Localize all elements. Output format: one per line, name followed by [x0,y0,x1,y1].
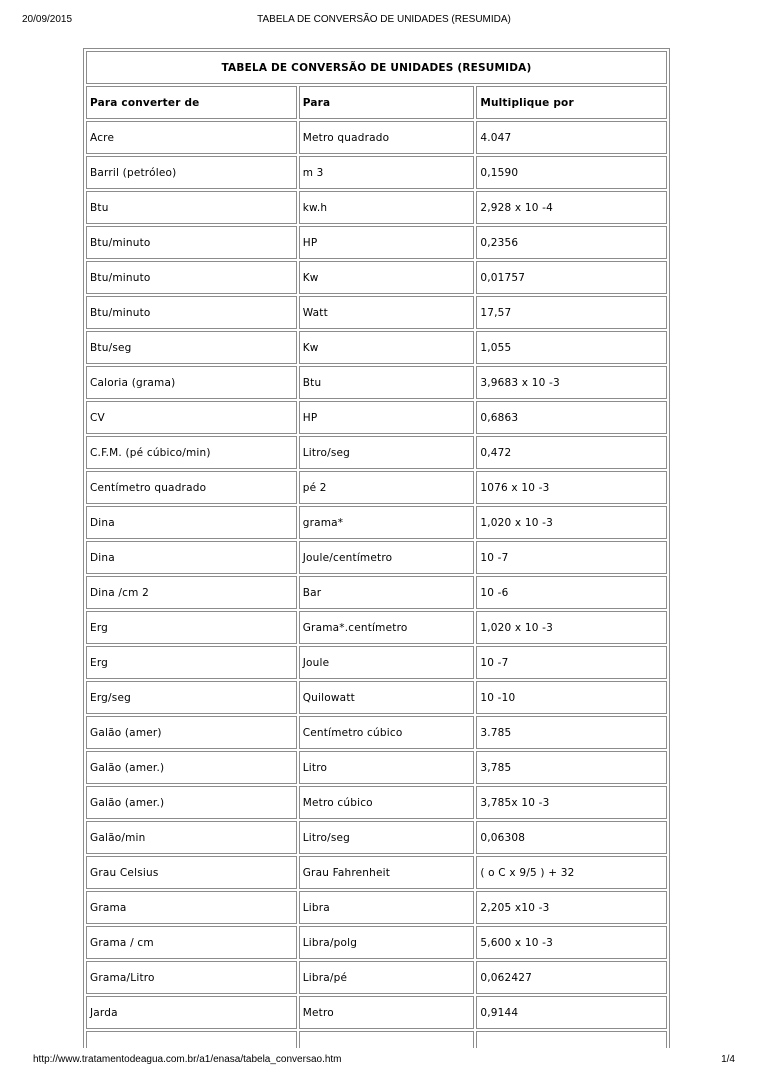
cell-factor: 0,01757 [476,261,667,294]
cell-to-unit: Litro/seg [299,436,475,469]
cell-to-unit: m 3 [299,156,475,189]
table-row [86,366,667,399]
cell-from-unit: Grama/Litro [86,961,297,994]
table-row [86,996,667,1029]
cell-factor: 0,1590 [476,156,667,189]
cell-from-unit: Erg [86,646,297,679]
cell-to-unit: HP [299,401,475,434]
cell-factor: 2,928 x 10 -4 [476,191,667,224]
table-row [86,961,667,994]
column-header-multiply: Multiplique por [476,86,667,119]
cell-from-unit: Caloria (grama) [86,366,297,399]
cell-factor: ( o C x 9/5 ) + 32 [476,856,667,889]
table-row [86,436,667,469]
table-row [86,191,667,224]
table-row [86,681,667,714]
table-row [86,471,667,504]
cell-factor: 3,785 [476,751,667,784]
cell-to-unit: Grau Fahrenheit [299,856,475,889]
cell-from-unit: Jarda [86,996,297,1029]
cell-to-unit: Centímetro cúbico [299,716,475,749]
cell-factor: 2,205 x10 -3 [476,891,667,924]
cell-factor: 5,600 x 10 -3 [476,926,667,959]
cell-to-unit: Kw [299,331,475,364]
cell-factor: 1,020 x 10 -3 [476,506,667,539]
cell-from-unit: Btu/minuto [86,226,297,259]
cell-factor: 0,06308 [476,821,667,854]
cell-to-unit: Metro [299,996,475,1029]
table-caption: TABELA DE CONVERSÃO DE UNIDADES (RESUMIDA) [86,51,667,84]
cell-factor: 0,472 [476,436,667,469]
table-header-row [86,86,667,119]
cell-factor: 4.047 [476,121,667,154]
table-row [86,226,667,259]
cell-to-unit: Libra [299,891,475,924]
cell-from-unit: Barril (petróleo) [86,156,297,189]
table-row [86,856,667,889]
cell-from-unit: Dina /cm 2 [86,576,297,609]
cell-from-unit: Dina [86,541,297,574]
cell-factor: 0,2356 [476,226,667,259]
source-url: http://www.tratamentodeagua.com.br/a1/enasa/tabela_conversao.htm [33,1054,342,1065]
table-row [86,331,667,364]
cell-factor: 10 -7 [476,646,667,679]
cell-factor: 10 -7 [476,541,667,574]
cell-from-unit: Erg/seg [86,681,297,714]
table-row [86,611,667,644]
print-date: 20/09/2015 [22,14,73,25]
cell-to-unit: Libra/polg [299,926,475,959]
cell-from-unit: Btu/minuto [86,261,297,294]
cell-to-unit: kw.h [299,191,475,224]
cell-from-unit: Grau Celsius [86,856,297,889]
cell-from-unit: Galão (amer.) [86,786,297,819]
cell-to-unit: Litro [299,751,475,784]
table-row [86,156,667,189]
cell-from-unit: Grama [86,891,297,924]
cell-from-unit: Acre [86,121,297,154]
cell-to-unit: Litro/seg [299,821,475,854]
cell-to-unit: Kw [299,261,475,294]
table-row [86,506,667,539]
cell-factor: 0,6863 [476,401,667,434]
table-row [86,646,667,679]
cell-factor: 10 -6 [476,576,667,609]
cell-to-unit: Libra/pé [299,961,475,994]
table-row [86,541,667,574]
cell-factor: 1,055 [476,331,667,364]
cell-factor: 17,57 [476,296,667,329]
cell-to-unit: Btu [299,366,475,399]
cell-from-unit: Btu/seg [86,331,297,364]
cell-factor: 1076 x 10 -3 [476,471,667,504]
column-header-from: Para converter de [86,86,297,119]
cell-to-unit: grama* [299,506,475,539]
cell-factor: 3,785x 10 -3 [476,786,667,819]
cell-to-unit: Watt [299,296,475,329]
table-row [86,121,667,154]
cell-factor: 3,9683 x 10 -3 [476,366,667,399]
table-row [86,401,667,434]
cell-factor: 0,9144 [476,996,667,1029]
cell-from-unit: Erg [86,611,297,644]
cell-factor: 0,062427 [476,961,667,994]
cell-to-unit: Metro quadrado [299,121,475,154]
cell-from-unit: Btu [86,191,297,224]
cell-to-unit: Quilowatt [299,681,475,714]
cell-from-unit: Galão/min [86,821,297,854]
table-row [86,821,667,854]
table-row [86,1031,667,1048]
table-row [86,261,667,294]
print-title: TABELA DE CONVERSÃO DE UNIDADES (RESUMIDA) [257,14,511,25]
cell-factor: 1,020 x 10 -3 [476,611,667,644]
cell-from-unit: Dina [86,506,297,539]
page-number: 1/4 [721,1054,735,1065]
cell-to-unit: Joule [299,646,475,679]
cell-from-unit: Btu/minuto [86,296,297,329]
table-row [86,576,667,609]
cell-to-unit: Metro cúbico [299,786,475,819]
cell-factor: 3.785 [476,716,667,749]
cell-from-unit: CV [86,401,297,434]
cell-from-unit: Galão (amer) [86,716,297,749]
cell-from-unit: Grama / cm [86,926,297,959]
table-row [86,751,667,784]
cell-factor [476,1031,667,1048]
cell-to-unit: HP [299,226,475,259]
conversion-table [83,48,670,1048]
cell-to-unit: Bar [299,576,475,609]
cell-to-unit: Grama*.centímetro [299,611,475,644]
print-footer [0,1054,768,1068]
print-header [0,14,768,28]
cell-to-unit: Joule/centímetro [299,541,475,574]
table-row [86,716,667,749]
table-row [86,926,667,959]
cell-from-unit: Galão (amer.) [86,751,297,784]
cell-from-unit: Centímetro quadrado [86,471,297,504]
table-row [86,296,667,329]
cell-to-unit [299,1031,475,1048]
cell-from-unit: C.F.M. (pé cúbico/min) [86,436,297,469]
table-caption-row [86,51,667,84]
table-row [86,786,667,819]
cell-from-unit [86,1031,297,1048]
cell-factor: 10 -10 [476,681,667,714]
cell-to-unit: pé 2 [299,471,475,504]
table-row [86,891,667,924]
conversion-table-container [83,48,670,1048]
column-header-to: Para [299,86,475,119]
